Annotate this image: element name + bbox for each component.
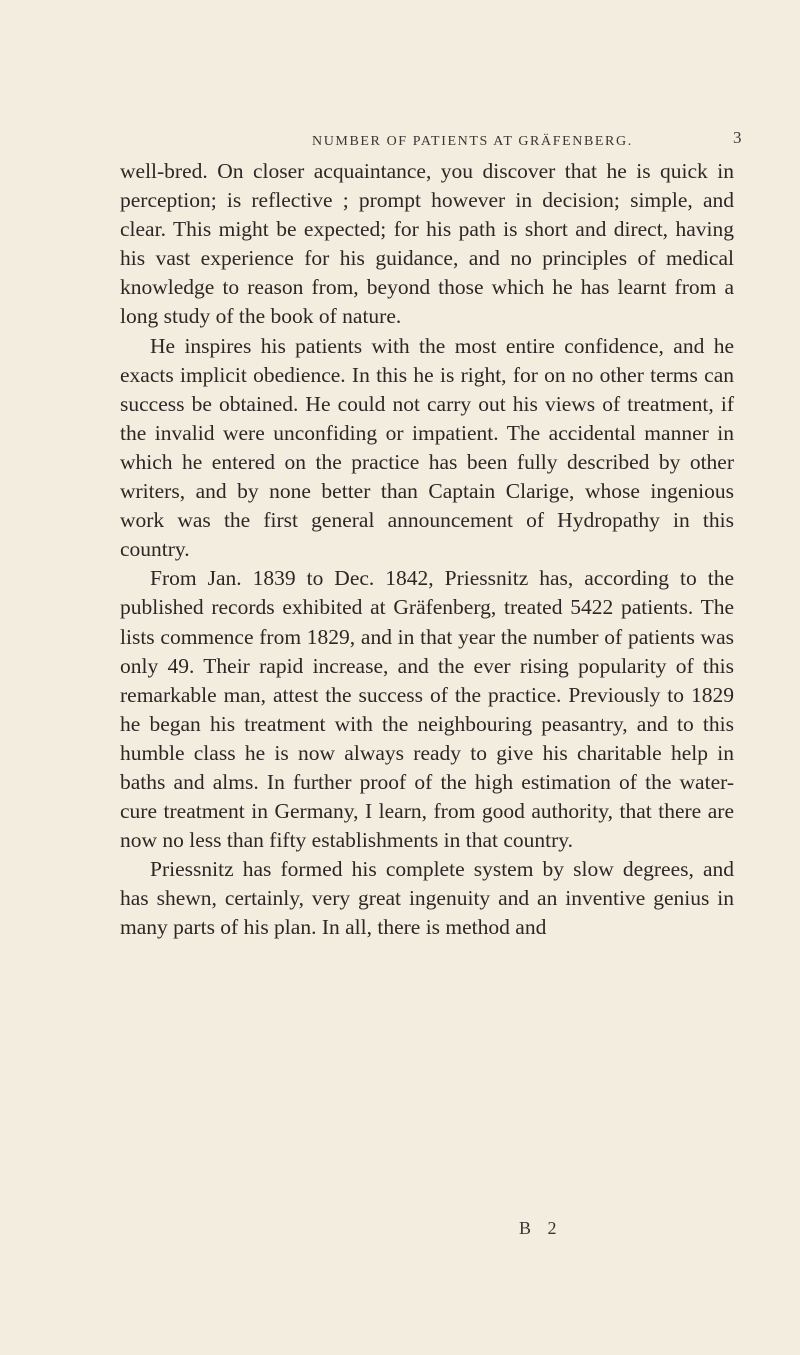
running-title: NUMBER OF PATIENTS AT GRÄFENBERG. — [312, 134, 633, 149]
page-number: 3 — [733, 128, 742, 147]
paragraph-2: He inspires his patients with the most entire confidence, and he exacts implicit obedience. In this he is right, for on no other terms can success be obtained. He could not carry out his views of treatment, if the invalid were unconfiding or impatient. The accidental manner in which he entered on the practice has been fully described by other writers, and by none better than Captain Clarige, whose ingenious work was the first general announcement of Hydropathy in this country. — [120, 333, 734, 562]
paragraph-4: Priessnitz has formed his complete system by slow degrees, and has shewn, certainly, very great ingenuity and an inventive genius in many parts of his plan. In all, there is method and — [120, 857, 734, 940]
paragraph-3: From Jan. 1839 to Dec. 1842, Priessnitz has, according to the published records exhibited at Gräfenberg, treated 5422 patients. The lists commence from 1829, and in that year the number of patients was only 49. Their rapid increase, and the ever rising popularity of this remarkable man, attest the success of the practice. Previously to 1829 he began his treatment with the neighbouring peasantry, and to this humble class he is now always ready to give his charitable help in baths and alms. In further proof of the high estimation of the water-cure treatment in Germany, I learn, from good authority, that there are now no less than fifty establishments in that country. — [120, 566, 734, 853]
signature-mark: B 2 — [519, 1218, 563, 1238]
paragraph-1: well-bred. On closer acquaintance, you discover that he is quick in perception; is reflective ; prompt however in decision; simple, and clear. This might be expected; for his path is short and direct, having his vast experience for his guidance, and no principles of medical knowledge to reason from, beyond those which he has learnt from a long study of the book of nature. — [120, 159, 734, 329]
body-text — [120, 157, 734, 943]
